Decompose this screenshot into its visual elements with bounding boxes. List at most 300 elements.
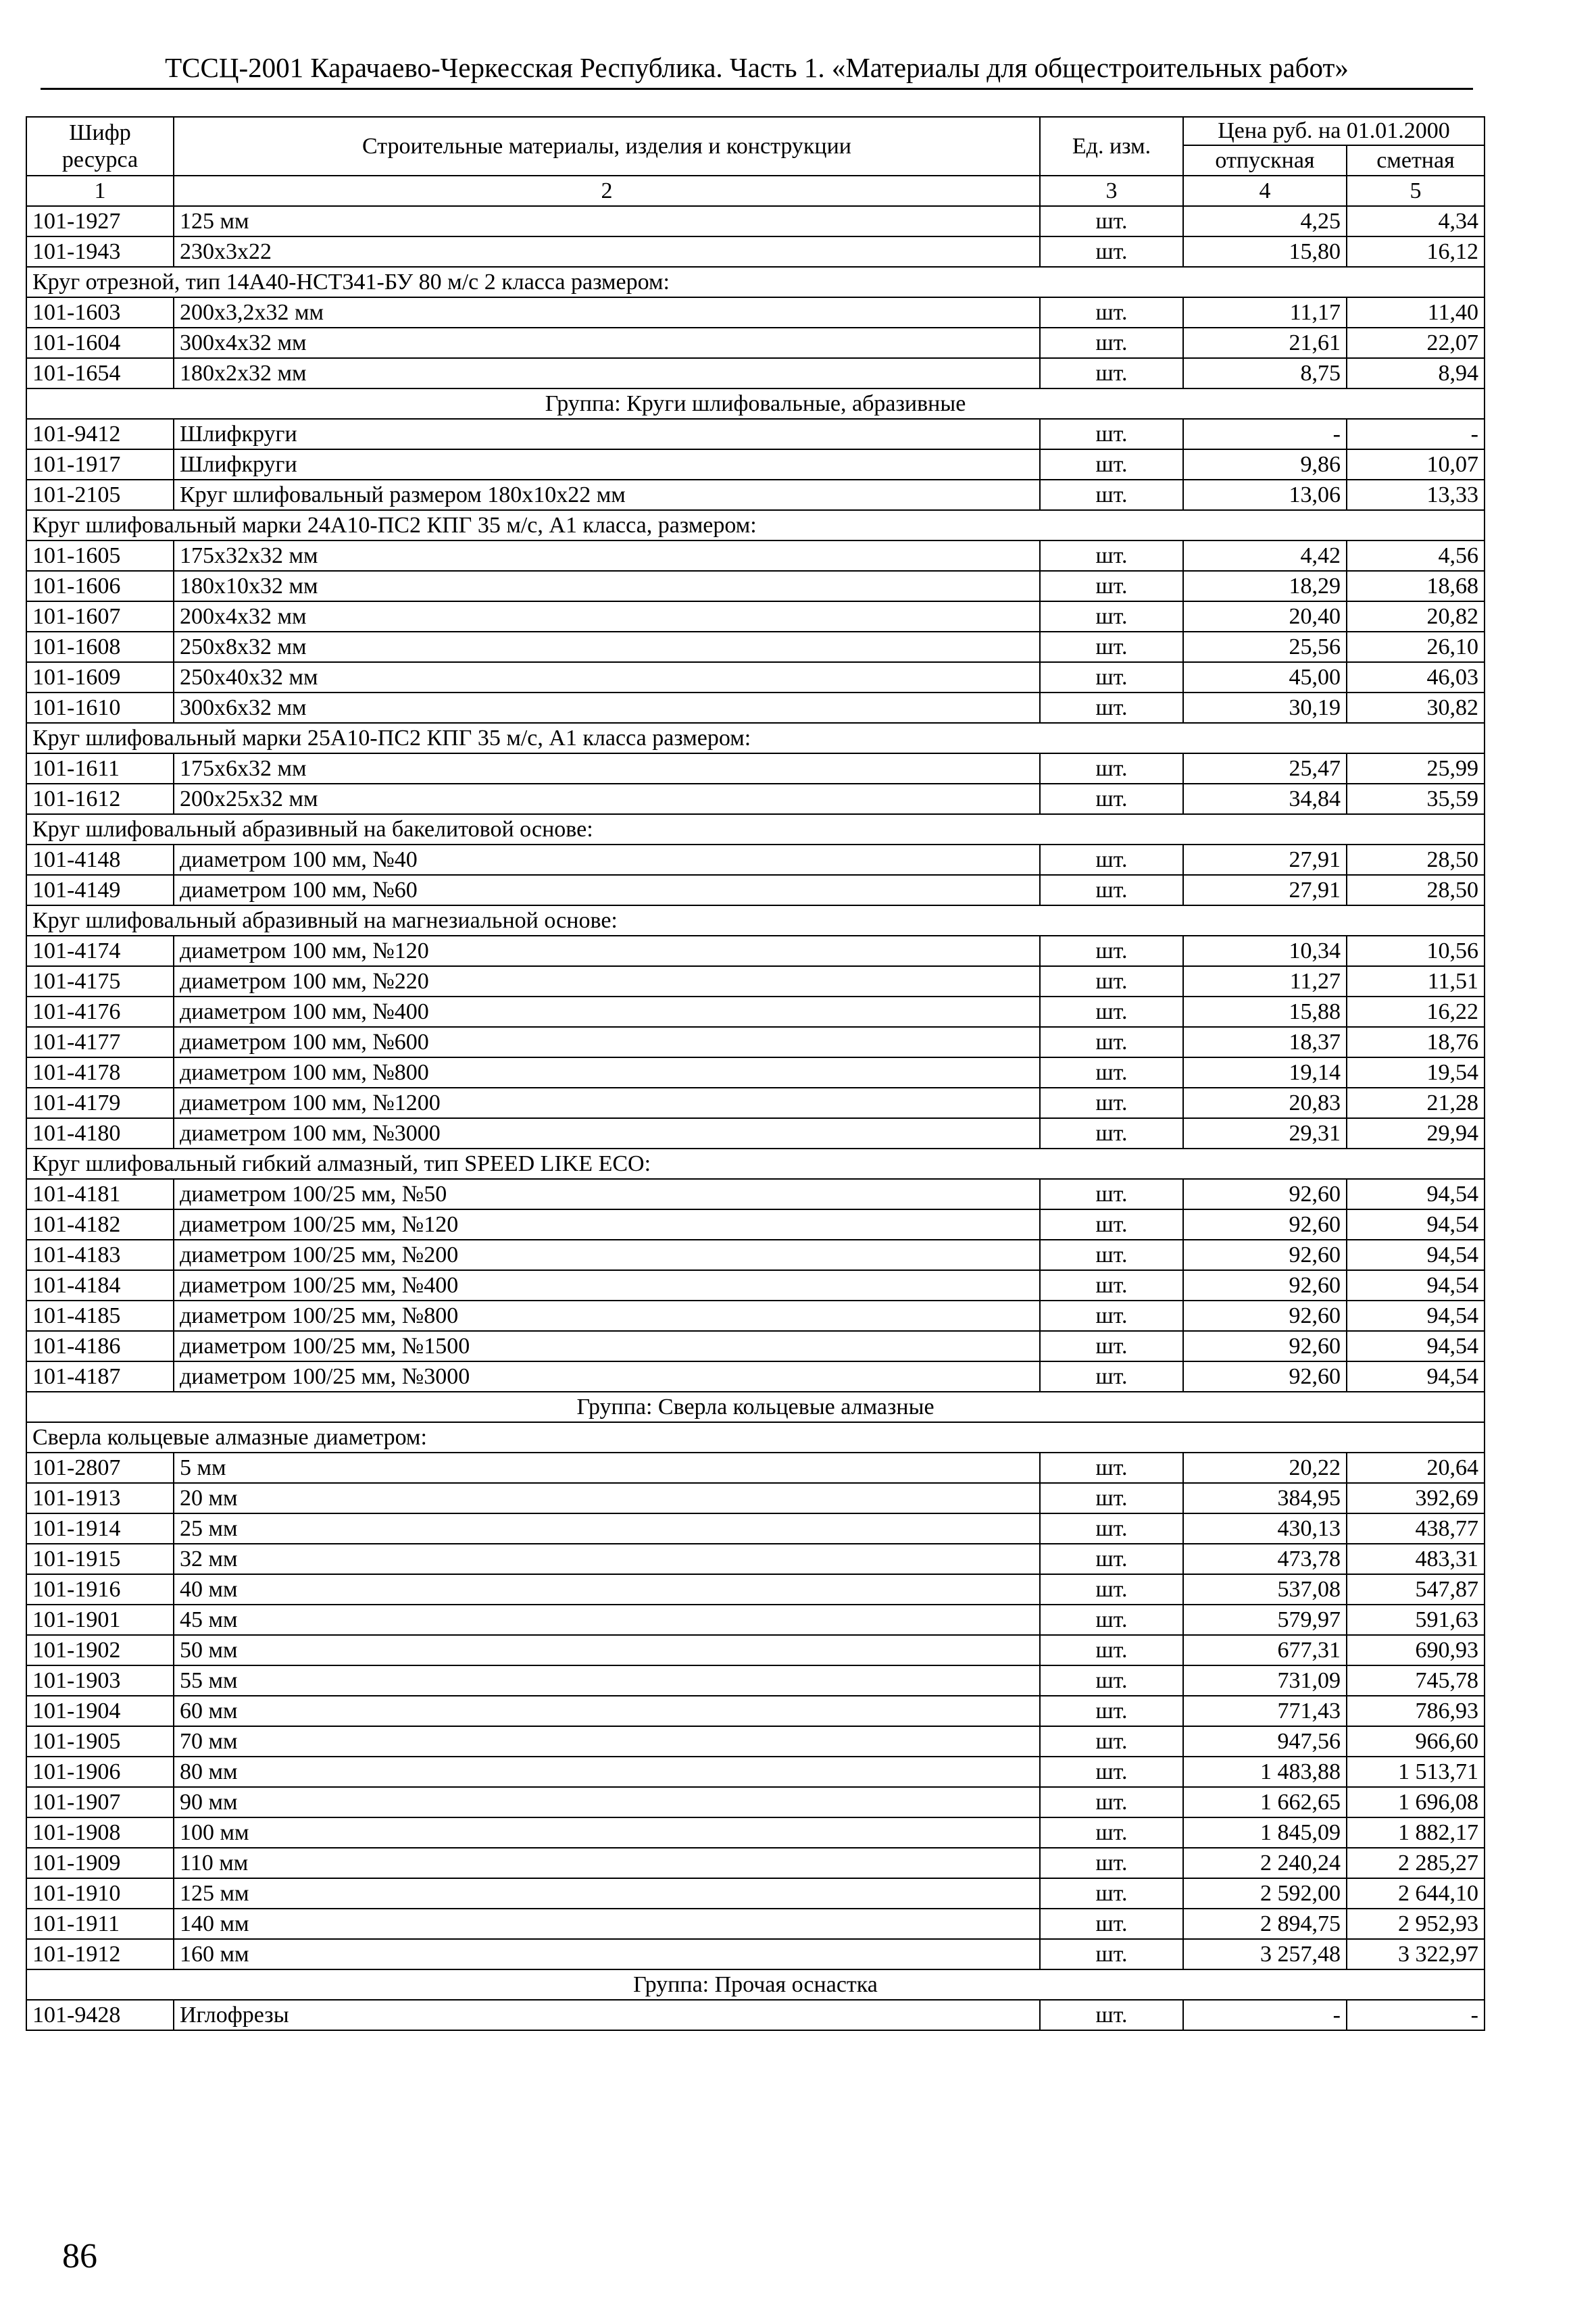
release-price: 677,31 (1183, 1635, 1347, 1665)
table-row (26, 936, 1485, 966)
release-price: 731,09 (1183, 1665, 1347, 1696)
unit: шт. (1040, 236, 1183, 267)
table-row (26, 1574, 1485, 1605)
resource-name: диаметром 100/25 мм, №200 (174, 1240, 1040, 1270)
resource-code: 101-1909 (26, 1848, 174, 1878)
estimate-price: 35,59 (1347, 784, 1485, 814)
resource-code: 101-9428 (26, 2000, 174, 2030)
unit: шт. (1040, 1544, 1183, 1574)
release-price: 1 483,88 (1183, 1757, 1347, 1787)
release-price: 10,34 (1183, 936, 1347, 966)
resource-code: 101-1906 (26, 1757, 174, 1787)
table-row (26, 1878, 1485, 1909)
estimate-price: 786,93 (1347, 1696, 1485, 1726)
col-unit-header: Ед. изм. (1040, 117, 1183, 176)
resource-name: диаметром 100 мм, №60 (174, 875, 1040, 905)
unit: шт. (1040, 875, 1183, 905)
unit: шт. (1040, 936, 1183, 966)
unit: шт. (1040, 1696, 1183, 1726)
resource-name: 45 мм (174, 1605, 1040, 1635)
price-table (26, 116, 1485, 2031)
release-price: 8,75 (1183, 358, 1347, 388)
table-row (26, 1057, 1485, 1088)
resource-code: 101-1611 (26, 753, 174, 784)
table-row (26, 1331, 1485, 1361)
resource-code: 101-4179 (26, 1088, 174, 1118)
estimate-price: 20,82 (1347, 601, 1485, 632)
estimate-price: 690,93 (1347, 1635, 1485, 1665)
resource-name: диаметром 100/25 мм, №120 (174, 1209, 1040, 1240)
group-row (26, 1969, 1485, 2000)
resource-code: 101-4184 (26, 1270, 174, 1301)
resource-code: 101-1607 (26, 601, 174, 632)
table-row (26, 875, 1485, 905)
release-price: 11,27 (1183, 966, 1347, 997)
resource-code: 101-1901 (26, 1605, 174, 1635)
resource-name: 60 мм (174, 1696, 1040, 1726)
unit: шт. (1040, 1057, 1183, 1088)
resource-code: 101-4185 (26, 1301, 174, 1331)
resource-name: Круг шлифовальный размером 180x10x22 мм (174, 480, 1040, 510)
resource-name: диаметром 100/25 мм, №400 (174, 1270, 1040, 1301)
unit: шт. (1040, 1027, 1183, 1057)
unit: шт. (1040, 1757, 1183, 1787)
col-release-header: отпускная (1183, 145, 1347, 176)
unit: шт. (1040, 480, 1183, 510)
release-price: 579,97 (1183, 1605, 1347, 1635)
unit: шт. (1040, 632, 1183, 662)
col-number-5: 5 (1347, 176, 1485, 206)
subheading-row (26, 814, 1485, 845)
table-row (26, 1270, 1485, 1301)
table-row (26, 1483, 1485, 1513)
estimate-price: 46,03 (1347, 662, 1485, 693)
release-price: - (1183, 2000, 1347, 2030)
resource-code: 101-1913 (26, 1483, 174, 1513)
table-row (26, 1179, 1485, 1209)
estimate-price: 18,68 (1347, 571, 1485, 601)
table-row (26, 784, 1485, 814)
table-row (26, 358, 1485, 388)
unit: шт. (1040, 328, 1183, 358)
resource-code: 101-1605 (26, 540, 174, 571)
col-name-header: Строительные материалы, изделия и конструкции (174, 117, 1040, 176)
table-header (26, 117, 1485, 206)
release-price: 3 257,48 (1183, 1939, 1347, 1969)
resource-code: 101-4187 (26, 1361, 174, 1392)
estimate-price: 4,34 (1347, 206, 1485, 236)
unit: шт. (1040, 1361, 1183, 1392)
release-price: 30,19 (1183, 693, 1347, 723)
subheading: Круг шлифовальный марки 25А10-ПС2 КПГ 35 м/с, А1 класса размером: (26, 723, 1485, 753)
resource-code: 101-1603 (26, 297, 174, 328)
release-price: 20,22 (1183, 1453, 1347, 1483)
release-price: 18,29 (1183, 571, 1347, 601)
col-number-2: 2 (174, 176, 1040, 206)
unit: шт. (1040, 1726, 1183, 1757)
resource-name: Иглофрезы (174, 2000, 1040, 2030)
resource-name: диаметром 100 мм, №3000 (174, 1118, 1040, 1149)
unit: шт. (1040, 297, 1183, 328)
resource-name: 40 мм (174, 1574, 1040, 1605)
resource-name: диаметром 100/25 мм, №1500 (174, 1331, 1040, 1361)
table-row (26, 480, 1485, 510)
resource-name: диаметром 100 мм, №800 (174, 1057, 1040, 1088)
resource-name: 50 мм (174, 1635, 1040, 1665)
resource-name: 110 мм (174, 1848, 1040, 1878)
unit: шт. (1040, 1301, 1183, 1331)
col-code-header: Шифр ресурса (26, 117, 174, 176)
table-body (26, 206, 1485, 2030)
release-price: 1 662,65 (1183, 1787, 1347, 1817)
subheading: Круг отрезной, тип 14А40-НСТ341-БУ 80 м/с 2 класса размером: (26, 267, 1485, 297)
release-price: 20,40 (1183, 601, 1347, 632)
estimate-price: 11,40 (1347, 297, 1485, 328)
unit: шт. (1040, 1817, 1183, 1848)
unit: шт. (1040, 1909, 1183, 1939)
table-row (26, 1696, 1485, 1726)
subheading-row (26, 1422, 1485, 1453)
table-row (26, 1817, 1485, 1848)
table-row (26, 419, 1485, 449)
estimate-price: 94,54 (1347, 1209, 1485, 1240)
table-row (26, 632, 1485, 662)
estimate-price: 18,76 (1347, 1027, 1485, 1057)
estimate-price: 16,22 (1347, 997, 1485, 1027)
table-row (26, 1453, 1485, 1483)
estimate-price: 26,10 (1347, 632, 1485, 662)
unit: шт. (1040, 2000, 1183, 2030)
resource-code: 101-1610 (26, 693, 174, 723)
resource-name: диаметром 100 мм, №400 (174, 997, 1040, 1027)
resource-code: 101-1915 (26, 1544, 174, 1574)
unit: шт. (1040, 1331, 1183, 1361)
unit: шт. (1040, 1665, 1183, 1696)
table-row (26, 997, 1485, 1027)
estimate-price: 30,82 (1347, 693, 1485, 723)
estimate-price: 29,94 (1347, 1118, 1485, 1149)
release-price: 25,56 (1183, 632, 1347, 662)
resource-code: 101-4178 (26, 1057, 174, 1088)
estimate-price: 1 696,08 (1347, 1787, 1485, 1817)
table-row (26, 571, 1485, 601)
resource-code: 101-4174 (26, 936, 174, 966)
estimate-price: 94,54 (1347, 1331, 1485, 1361)
resource-name: 160 мм (174, 1939, 1040, 1969)
unit: шт. (1040, 1118, 1183, 1149)
release-price: 15,80 (1183, 236, 1347, 267)
resource-name: 70 мм (174, 1726, 1040, 1757)
resource-code: 101-1912 (26, 1939, 174, 1969)
estimate-price: 4,56 (1347, 540, 1485, 571)
page-number: 86 (62, 2237, 97, 2275)
release-price: 11,17 (1183, 297, 1347, 328)
resource-name: 230x3x22 (174, 236, 1040, 267)
resource-code: 101-1606 (26, 571, 174, 601)
table-row (26, 1939, 1485, 1969)
unit: шт. (1040, 1179, 1183, 1209)
table-row (26, 1757, 1485, 1787)
release-price: 92,60 (1183, 1270, 1347, 1301)
resource-code: 101-4149 (26, 875, 174, 905)
estimate-price: 22,07 (1347, 328, 1485, 358)
resource-code: 101-1910 (26, 1878, 174, 1909)
resource-code: 101-1943 (26, 236, 174, 267)
table-row (26, 1513, 1485, 1544)
release-price: 384,95 (1183, 1483, 1347, 1513)
estimate-price: 20,64 (1347, 1453, 1485, 1483)
table-row (26, 206, 1485, 236)
resource-name: диаметром 100 мм, №40 (174, 845, 1040, 875)
resource-code: 101-1654 (26, 358, 174, 388)
table-row (26, 845, 1485, 875)
estimate-price: 28,50 (1347, 875, 1485, 905)
resource-code: 101-1914 (26, 1513, 174, 1544)
resource-code: 101-1916 (26, 1574, 174, 1605)
estimate-price: 10,07 (1347, 449, 1485, 480)
release-price: 771,43 (1183, 1696, 1347, 1726)
unit: шт. (1040, 1878, 1183, 1909)
unit: шт. (1040, 419, 1183, 449)
resource-code: 101-4181 (26, 1179, 174, 1209)
unit: шт. (1040, 662, 1183, 693)
resource-name: 300x6x32 мм (174, 693, 1040, 723)
estimate-price: - (1347, 2000, 1485, 2030)
resource-code: 101-2105 (26, 480, 174, 510)
resource-name: 5 мм (174, 1453, 1040, 1483)
group-row (26, 388, 1485, 419)
subheading-row (26, 905, 1485, 936)
release-price: 473,78 (1183, 1544, 1347, 1574)
resource-name: 180x2x32 мм (174, 358, 1040, 388)
table-row (26, 1118, 1485, 1149)
table-row (26, 1635, 1485, 1665)
subheading: Сверла кольцевые алмазные диаметром: (26, 1422, 1485, 1453)
table-row (26, 601, 1485, 632)
estimate-price: 25,99 (1347, 753, 1485, 784)
resource-name: 180x10x32 мм (174, 571, 1040, 601)
table-row (26, 540, 1485, 571)
estimate-price: 2 285,27 (1347, 1848, 1485, 1878)
resource-code: 101-1911 (26, 1909, 174, 1939)
col-number-3: 3 (1040, 176, 1183, 206)
release-price: 18,37 (1183, 1027, 1347, 1057)
release-price: 45,00 (1183, 662, 1347, 693)
release-price: 2 240,24 (1183, 1848, 1347, 1878)
unit: шт. (1040, 358, 1183, 388)
estimate-price: 94,54 (1347, 1361, 1485, 1392)
unit: шт. (1040, 1240, 1183, 1270)
resource-name: диаметром 100/25 мм, №3000 (174, 1361, 1040, 1392)
release-price: 92,60 (1183, 1361, 1347, 1392)
unit: шт. (1040, 601, 1183, 632)
estimate-price: 1 513,71 (1347, 1757, 1485, 1787)
release-price: 13,06 (1183, 480, 1347, 510)
release-price: 34,84 (1183, 784, 1347, 814)
unit: шт. (1040, 1635, 1183, 1665)
col-number-1: 1 (26, 176, 174, 206)
resource-name: 100 мм (174, 1817, 1040, 1848)
estimate-price: 94,54 (1347, 1179, 1485, 1209)
release-price: 20,83 (1183, 1088, 1347, 1118)
table-row (26, 297, 1485, 328)
resource-code: 101-4182 (26, 1209, 174, 1240)
col-price-header: Цена руб. на 01.01.2000 (1183, 117, 1485, 145)
resource-name: диаметром 100 мм, №120 (174, 936, 1040, 966)
table-row (26, 966, 1485, 997)
release-price: 92,60 (1183, 1331, 1347, 1361)
estimate-price: 28,50 (1347, 845, 1485, 875)
release-price: 92,60 (1183, 1301, 1347, 1331)
table-row (26, 1027, 1485, 1057)
release-price: 947,56 (1183, 1726, 1347, 1757)
estimate-price: 19,54 (1347, 1057, 1485, 1088)
estimate-price: 94,54 (1347, 1240, 1485, 1270)
resource-code: 101-1927 (26, 206, 174, 236)
unit: шт. (1040, 1574, 1183, 1605)
resource-code: 101-1904 (26, 1696, 174, 1726)
estimate-price: 16,12 (1347, 236, 1485, 267)
release-price: 92,60 (1183, 1240, 1347, 1270)
resource-code: 101-4176 (26, 997, 174, 1027)
unit: шт. (1040, 449, 1183, 480)
subheading-row (26, 723, 1485, 753)
estimate-price: 966,60 (1347, 1726, 1485, 1757)
estimate-price: - (1347, 419, 1485, 449)
resource-name: 125 мм (174, 1878, 1040, 1909)
subheading: Круг шлифовальный гибкий алмазный, тип SPEED LIKE ECO: (26, 1149, 1485, 1179)
resource-name: 200x3,2x32 мм (174, 297, 1040, 328)
unit: шт. (1040, 693, 1183, 723)
resource-name: 140 мм (174, 1909, 1040, 1939)
table-row (26, 1088, 1485, 1118)
resource-code: 101-1608 (26, 632, 174, 662)
resource-name: 300x4x32 мм (174, 328, 1040, 358)
resource-code: 101-4186 (26, 1331, 174, 1361)
resource-code: 101-2807 (26, 1453, 174, 1483)
table-row (26, 1544, 1485, 1574)
release-price: 9,86 (1183, 449, 1347, 480)
resource-name: 25 мм (174, 1513, 1040, 1544)
unit: шт. (1040, 1088, 1183, 1118)
unit: шт. (1040, 1270, 1183, 1301)
subheading-row (26, 510, 1485, 540)
unit: шт. (1040, 1209, 1183, 1240)
resource-code: 101-1609 (26, 662, 174, 693)
estimate-price: 94,54 (1347, 1270, 1485, 1301)
resource-name: 80 мм (174, 1757, 1040, 1787)
group-row (26, 1392, 1485, 1422)
release-price: 15,88 (1183, 997, 1347, 1027)
subheading-row (26, 267, 1485, 297)
unit: шт. (1040, 1483, 1183, 1513)
table-row (26, 1240, 1485, 1270)
release-price: 27,91 (1183, 845, 1347, 875)
estimate-price: 2 952,93 (1347, 1909, 1485, 1939)
unit: шт. (1040, 784, 1183, 814)
resource-name: 250x40x32 мм (174, 662, 1040, 693)
table-row (26, 662, 1485, 693)
table-row (26, 2000, 1485, 2030)
table-row (26, 1787, 1485, 1817)
release-price: 21,61 (1183, 328, 1347, 358)
release-price: 1 845,09 (1183, 1817, 1347, 1848)
release-price: 4,25 (1183, 206, 1347, 236)
resource-name: 55 мм (174, 1665, 1040, 1696)
resource-code: 101-1917 (26, 449, 174, 480)
table-row (26, 449, 1485, 480)
estimate-price: 3 322,97 (1347, 1939, 1485, 1969)
resource-name: диаметром 100 мм, №1200 (174, 1088, 1040, 1118)
resource-name: 175x6x32 мм (174, 753, 1040, 784)
unit: шт. (1040, 1453, 1183, 1483)
resource-name: 20 мм (174, 1483, 1040, 1513)
resource-name: 32 мм (174, 1544, 1040, 1574)
resource-code: 101-4180 (26, 1118, 174, 1149)
resource-name: диаметром 100 мм, №220 (174, 966, 1040, 997)
resource-code: 101-1604 (26, 328, 174, 358)
col-number-4: 4 (1183, 176, 1347, 206)
table-row (26, 236, 1485, 267)
group-heading: Группа: Прочая оснастка (26, 1969, 1485, 2000)
release-price: 29,31 (1183, 1118, 1347, 1149)
resource-code: 101-4148 (26, 845, 174, 875)
table-row (26, 1665, 1485, 1696)
resource-code: 101-1612 (26, 784, 174, 814)
resource-code: 101-4177 (26, 1027, 174, 1057)
subheading: Круг шлифовальный марки 24А10-ПС2 КПГ 35 м/с, А1 класса, размером: (26, 510, 1485, 540)
resource-name: 200x25x32 мм (174, 784, 1040, 814)
table-row (26, 1605, 1485, 1635)
release-price: 92,60 (1183, 1179, 1347, 1209)
unit: шт. (1040, 753, 1183, 784)
unit: шт. (1040, 206, 1183, 236)
unit: шт. (1040, 571, 1183, 601)
resource-code: 101-4183 (26, 1240, 174, 1270)
release-price: 537,08 (1183, 1574, 1347, 1605)
table-row (26, 1361, 1485, 1392)
resource-code: 101-1908 (26, 1817, 174, 1848)
table-row (26, 693, 1485, 723)
unit: шт. (1040, 1939, 1183, 1969)
estimate-price: 2 644,10 (1347, 1878, 1485, 1909)
unit: шт. (1040, 1787, 1183, 1817)
resource-code: 101-1905 (26, 1726, 174, 1757)
resource-name: 125 мм (174, 206, 1040, 236)
release-price: 19,14 (1183, 1057, 1347, 1088)
resource-name: диаметром 100/25 мм, №800 (174, 1301, 1040, 1331)
estimate-price: 94,54 (1347, 1301, 1485, 1331)
estimate-price: 483,31 (1347, 1544, 1485, 1574)
subheading: Круг шлифовальный абразивный на бакелитовой основе: (26, 814, 1485, 845)
estimate-price: 21,28 (1347, 1088, 1485, 1118)
estimate-price: 8,94 (1347, 358, 1485, 388)
release-price: - (1183, 419, 1347, 449)
col-estimate-header: сметная (1347, 145, 1485, 176)
estimate-price: 11,51 (1347, 966, 1485, 997)
resource-name: диаметром 100/25 мм, №50 (174, 1179, 1040, 1209)
resource-code: 101-4175 (26, 966, 174, 997)
resource-code: 101-1903 (26, 1665, 174, 1696)
unit: шт. (1040, 540, 1183, 571)
unit: шт. (1040, 1605, 1183, 1635)
resource-name: 90 мм (174, 1787, 1040, 1817)
unit: шт. (1040, 1513, 1183, 1544)
estimate-price: 13,33 (1347, 480, 1485, 510)
estimate-price: 10,56 (1347, 936, 1485, 966)
resource-name: 250x8x32 мм (174, 632, 1040, 662)
table-row (26, 753, 1485, 784)
